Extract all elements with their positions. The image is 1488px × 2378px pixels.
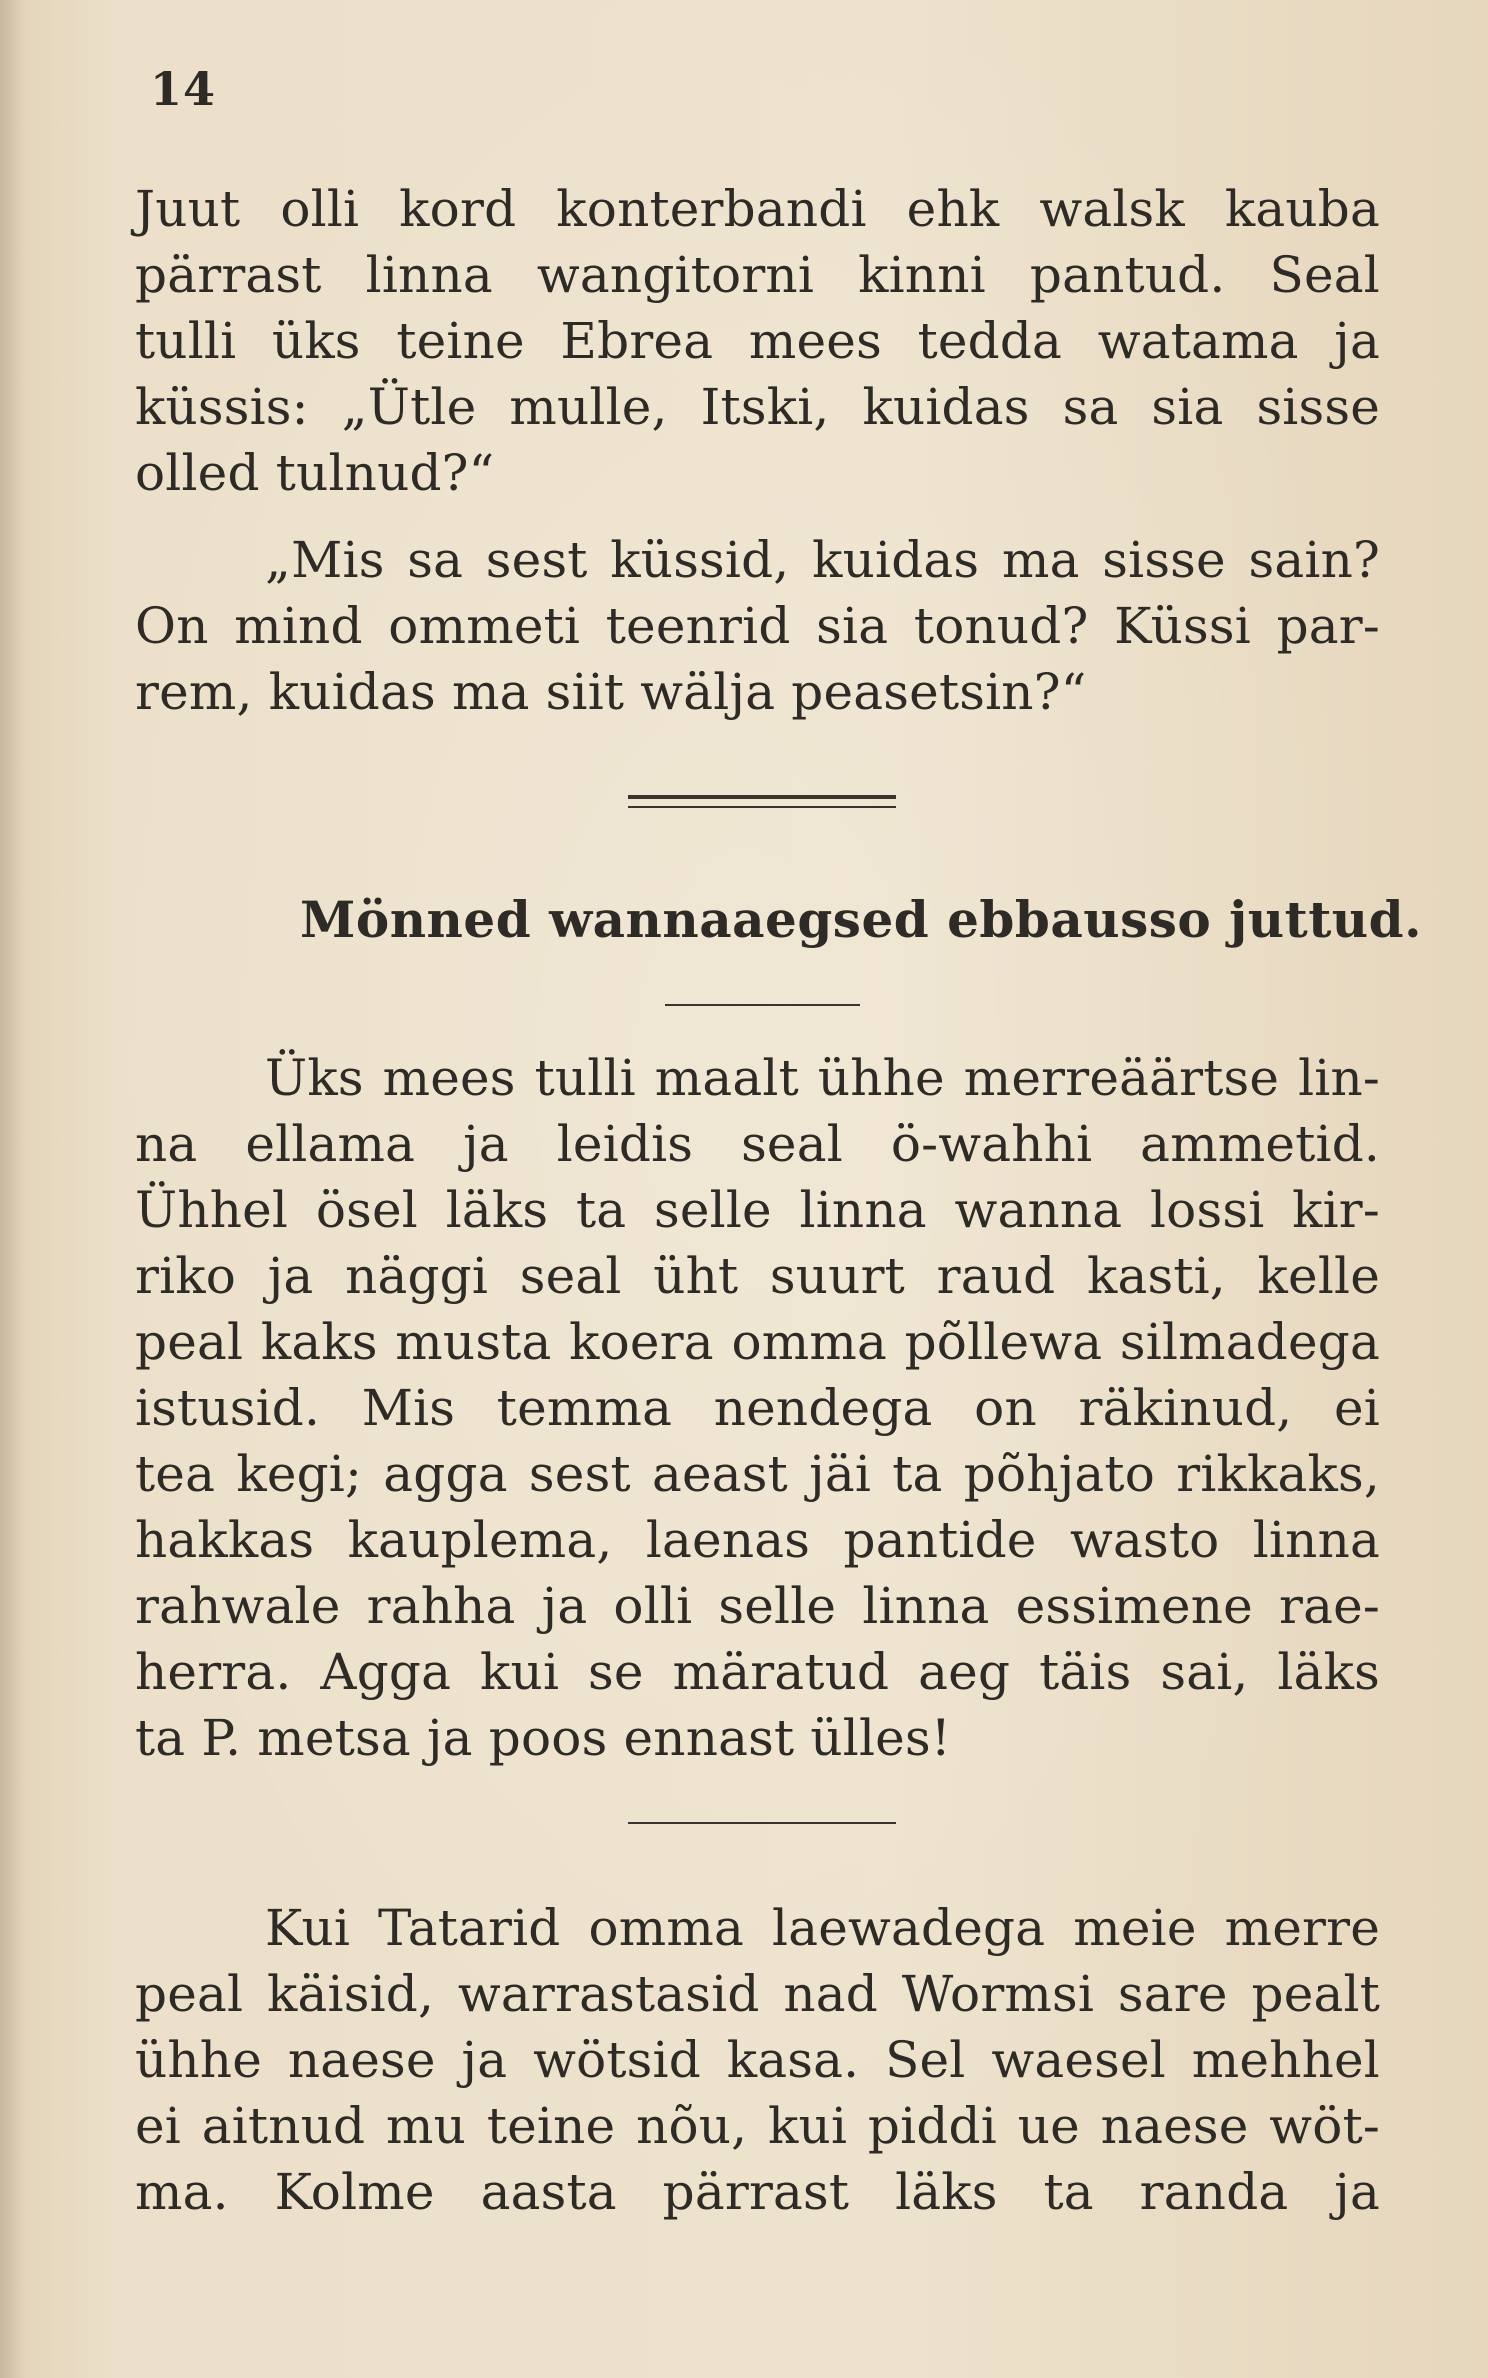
paragraph-jew-in-prison (135, 176, 1380, 506)
short-divider (665, 1004, 860, 1006)
paragraph-reply (135, 527, 1380, 725)
text-line: tea kegi; agga sest aeast jäi ta põhjato rikkaks, (135, 1445, 1380, 1503)
page-number: 14 (150, 62, 217, 116)
text-line: peal käisid, warrastasid nad Wormsi sare pealt (135, 1965, 1380, 2023)
text-line: tulli üks teine Ebrea mees tedda watama ja (135, 312, 1380, 370)
text-line: istusid. Mis temma nendega on räkinud, ei (135, 1379, 1380, 1437)
text-line: Kui Tatarid omma laewadega meie merre (265, 1899, 1380, 1957)
text-line: „Mis sa sest küssid, kuidas ma sisse sain? (265, 531, 1380, 589)
page-gutter-shadow (0, 0, 26, 2378)
text-line: ma. Kolme aasta pärrast läks ta randa ja (135, 2163, 1380, 2221)
text-line: pärrast linna wangitorni kinni pantud. Seal (135, 246, 1380, 304)
text-line: peal kaks musta koera omma põllewa silmadega (135, 1313, 1380, 1371)
text-line: herra. Agga kui se märatud aeg täis sai, läks (135, 1643, 1380, 1701)
text-line: rahwale rahha ja olli selle linna essimene rae- (135, 1577, 1380, 1635)
text-line: olled tulnud?“ (135, 444, 495, 502)
short-divider (628, 1822, 896, 1824)
paragraph-tatars (135, 1895, 1380, 2225)
text-line: na ellama ja leidis seal ö-wahhi ammetid. (135, 1115, 1380, 1173)
text-line: Ühhel ösel läks ta selle linna wanna lossi kir- (135, 1181, 1380, 1239)
text-line: riko ja näggi seal üht suurt raud kasti, kelle (135, 1247, 1380, 1305)
text-line: hakkas kauplema, laenas pantide wasto linna (135, 1511, 1380, 1569)
text-line: Juut olli kord konterbandi ehk walsk kauba (135, 180, 1380, 238)
text-line: ei aitnud mu teine nõu, kui piddi ue naese wöt- (135, 2097, 1380, 2155)
section-heading: Mönned wannaaegsed ebbausso juttud. (300, 890, 1423, 949)
text-line: Üks mees tulli maalt ühhe merreäärtse lin- (265, 1049, 1380, 1107)
text-line: küssis: „Ütle mulle, Itski, kuidas sa sia sisse (135, 378, 1380, 436)
text-line: On mind ommeti teenrid sia tonud? Küssi par- (135, 597, 1380, 655)
text-line: rem, kuidas ma siit wälja peasetsin?“ (135, 663, 1087, 721)
section-divider-bottom (628, 806, 896, 808)
paragraph-night-watchman (135, 1045, 1380, 1771)
section-divider-top (628, 795, 896, 799)
text-line: ta P. metsa ja poos ennast ülles! (135, 1709, 952, 1767)
text-line: ühhe naese ja wötsid kasa. Sel waesel mehhel (135, 2031, 1380, 2089)
